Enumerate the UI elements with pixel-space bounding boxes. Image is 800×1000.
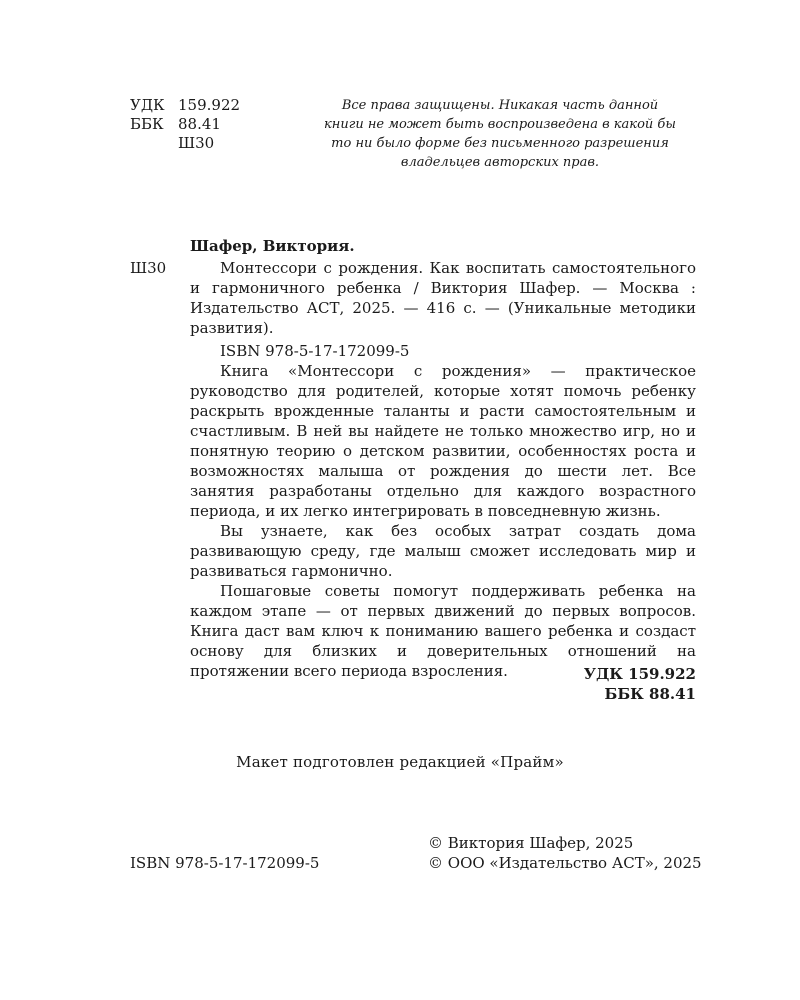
copyright-publisher: © ООО «Издательство АСТ», 2025 [428,854,702,872]
annotation-paragraph: Книга «Монтессори с рождения» — практическое руководство для родителей, которые хотят помочь ребенку раскрыть врожденные таланты и расти самостоятельным и счастливым. В ней вы найдете не только множество игр, но и понятную теорию о детском развитии, особенностях роста и возможностях малыша от рождения до шести лет. Все занятия разработаны отдельно для каждого возрастного периода, и их легко интегрировать в повседневную жизнь. [190,362,696,520]
bottom-bbk: ББК 88.41 [604,685,696,703]
isbn-bottom: ISBN 978-5-17-172099-5 [130,854,320,872]
udk-row [130,96,240,115]
udk-value: 159.922 [178,96,241,114]
annotation-paragraph: Вы узнаете, как без особых затрат создать дома развивающую среду, где малыш сможет исследовать мир и развиваться гармонично. [190,522,696,580]
rights-line: книги не может быть воспроизведена в какой бы [324,117,676,132]
author-mark-row [130,134,240,153]
rights-line: то ни было форме без письменного разрешения [331,136,669,151]
copyright-author: © Виктория Шафер, 2025 [428,834,634,852]
author-mark-value: Ш30 [178,134,215,152]
copyright-block [428,833,702,873]
rights-notice [300,96,700,172]
annotation-paragraph: Пошаговые советы помогут поддерживать ребенка на каждом этапе — от первых движений до первых вопросов. Книга даст вам ключ к пониманию вашего ребенка и создаст основу для близких и доверительных отношений на протяжении всего периода взросления. [190,582,696,680]
bbk-value: 88.41 [178,115,221,133]
bibliographic-description: Монтессори с рождения. Как воспитать самостоятельного и гармоничного ребенка / Виктория Шафер. — Москва : Издательство АСТ, 2025. — 416 с. — (Уникальные методики развития). [190,259,696,337]
prepared-by: Макет подготовлен редакцией «Прайм» [236,753,564,771]
author-heading: Шафер, Виктория. [190,237,355,255]
udk-label: УДК [130,96,165,114]
rights-line: владельцев авторских прав. [400,155,600,170]
shelf-code: Ш30 [130,259,167,277]
isbn-line: ISBN 978-5-17-172099-5 [220,342,410,360]
annotation [190,361,696,681]
author-mark-label [130,134,178,153]
classification-block [130,96,240,153]
rights-line: Все права защищены. Никакая часть данной [341,98,659,113]
bbk-row [130,115,240,134]
bbk-label: ББК [130,115,164,133]
bottom-udk: УДК 159.922 [583,665,696,683]
bottom-classification [520,664,696,704]
